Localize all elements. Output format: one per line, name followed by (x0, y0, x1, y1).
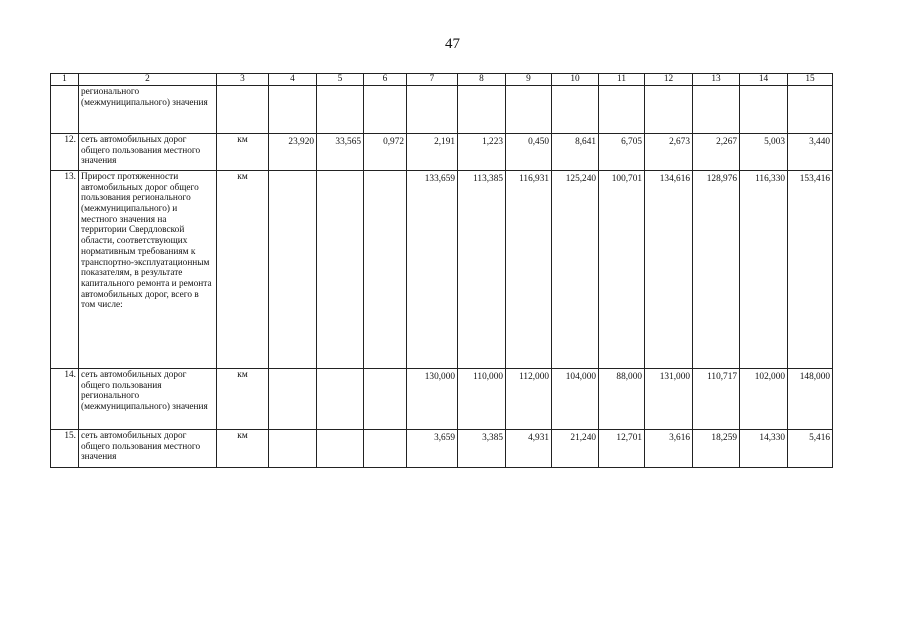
table-row (51, 134, 833, 171)
column-header-15: 15 (788, 74, 833, 86)
column-header-1: 1 (51, 74, 79, 86)
cell-col-12: 131,000 (645, 369, 693, 430)
cell-col-8 (458, 86, 506, 134)
row-unit: км (217, 171, 269, 369)
cell-col-10: 104,000 (552, 369, 599, 430)
cell-col-15: 148,000 (788, 369, 833, 430)
cell-col-13: 128,976 (693, 171, 740, 369)
cell-col-7: 130,000 (407, 369, 458, 430)
row-unit: км (217, 369, 269, 430)
cell-col-12 (645, 86, 693, 134)
cell-col-12: 2,673 (645, 134, 693, 171)
cell-col-4 (269, 430, 317, 468)
row-label: Прирост протяженности автомобильных дорог общего пользования регионального (межмуниципального) и местного значения на территории Свердловской области, соответствующих нормативным требованиям к транспортно-эксплуатационным показателям, в результате капитального ремонта и ремонта автомобильных дорог, всего в том числе: (79, 171, 217, 369)
cell-col-9: 116,931 (506, 171, 552, 369)
cell-col-13: 110,717 (693, 369, 740, 430)
row-label: сеть автомобильных дорог общего пользования регионального (межмуниципального) значения (79, 369, 217, 430)
cell-col-4 (269, 86, 317, 134)
cell-col-6: 0,972 (364, 134, 407, 171)
cell-col-5 (317, 171, 364, 369)
cell-col-14: 5,003 (740, 134, 788, 171)
row-number: 14. (51, 369, 79, 430)
table-body (51, 74, 833, 468)
cell-col-11: 88,000 (599, 369, 645, 430)
cell-col-5 (317, 86, 364, 134)
column-header-10: 10 (552, 74, 599, 86)
cell-col-5: 33,565 (317, 134, 364, 171)
cell-col-15: 3,440 (788, 134, 833, 171)
column-header-4: 4 (269, 74, 317, 86)
cell-col-10: 125,240 (552, 171, 599, 369)
cell-col-13: 2,267 (693, 134, 740, 171)
column-header-2: 2 (79, 74, 217, 86)
cell-col-4 (269, 171, 317, 369)
row-number (51, 86, 79, 134)
data-table (50, 73, 833, 468)
row-label: регионального (межмуниципального) значения (79, 86, 217, 134)
cell-col-7: 2,191 (407, 134, 458, 171)
column-header-6: 6 (364, 74, 407, 86)
page-number: 47 (445, 36, 460, 52)
cell-col-15 (788, 86, 833, 134)
row-unit: км (217, 430, 269, 468)
cell-col-13 (693, 86, 740, 134)
cell-col-12: 3,616 (645, 430, 693, 468)
cell-col-15: 5,416 (788, 430, 833, 468)
cell-col-10: 21,240 (552, 430, 599, 468)
column-header-8: 8 (458, 74, 506, 86)
cell-col-6 (364, 369, 407, 430)
row-unit (217, 86, 269, 134)
table-row (51, 171, 833, 369)
cell-col-5 (317, 369, 364, 430)
cell-col-11: 100,701 (599, 171, 645, 369)
row-number: 12. (51, 134, 79, 171)
cell-col-6 (364, 171, 407, 369)
cell-col-14 (740, 86, 788, 134)
column-header-12: 12 (645, 74, 693, 86)
cell-col-8: 113,385 (458, 171, 506, 369)
table-row (51, 430, 833, 468)
column-header-14: 14 (740, 74, 788, 86)
cell-col-4 (269, 369, 317, 430)
cell-col-7: 133,659 (407, 171, 458, 369)
cell-col-11 (599, 86, 645, 134)
table-row (51, 86, 833, 134)
cell-col-8: 3,385 (458, 430, 506, 468)
column-header-3: 3 (217, 74, 269, 86)
row-unit: км (217, 134, 269, 171)
cell-col-10 (552, 86, 599, 134)
cell-col-14: 14,330 (740, 430, 788, 468)
column-header-13: 13 (693, 74, 740, 86)
cell-col-6 (364, 86, 407, 134)
cell-col-12: 134,616 (645, 171, 693, 369)
table-row (51, 369, 833, 430)
cell-col-7 (407, 86, 458, 134)
cell-col-14: 102,000 (740, 369, 788, 430)
column-header-9: 9 (506, 74, 552, 86)
cell-col-4: 23,920 (269, 134, 317, 171)
cell-col-7: 3,659 (407, 430, 458, 468)
cell-col-11: 12,701 (599, 430, 645, 468)
row-number: 13. (51, 171, 79, 369)
cell-col-10: 8,641 (552, 134, 599, 171)
cell-col-9: 112,000 (506, 369, 552, 430)
cell-col-8: 110,000 (458, 369, 506, 430)
cell-col-8: 1,223 (458, 134, 506, 171)
cell-col-9 (506, 86, 552, 134)
cell-col-9: 0,450 (506, 134, 552, 171)
cell-col-6 (364, 430, 407, 468)
row-label: сеть автомобильных дорог общего пользования местного значения (79, 134, 217, 171)
cell-col-14: 116,330 (740, 171, 788, 369)
header-row (51, 74, 833, 86)
row-label: сеть автомобильных дорог общего пользования местного значения (79, 430, 217, 468)
column-header-7: 7 (407, 74, 458, 86)
cell-col-9: 4,931 (506, 430, 552, 468)
column-header-11: 11 (599, 74, 645, 86)
cell-col-13: 18,259 (693, 430, 740, 468)
row-number: 15. (51, 430, 79, 468)
cell-col-11: 6,705 (599, 134, 645, 171)
cell-col-15: 153,416 (788, 171, 833, 369)
column-header-5: 5 (317, 74, 364, 86)
cell-col-5 (317, 430, 364, 468)
